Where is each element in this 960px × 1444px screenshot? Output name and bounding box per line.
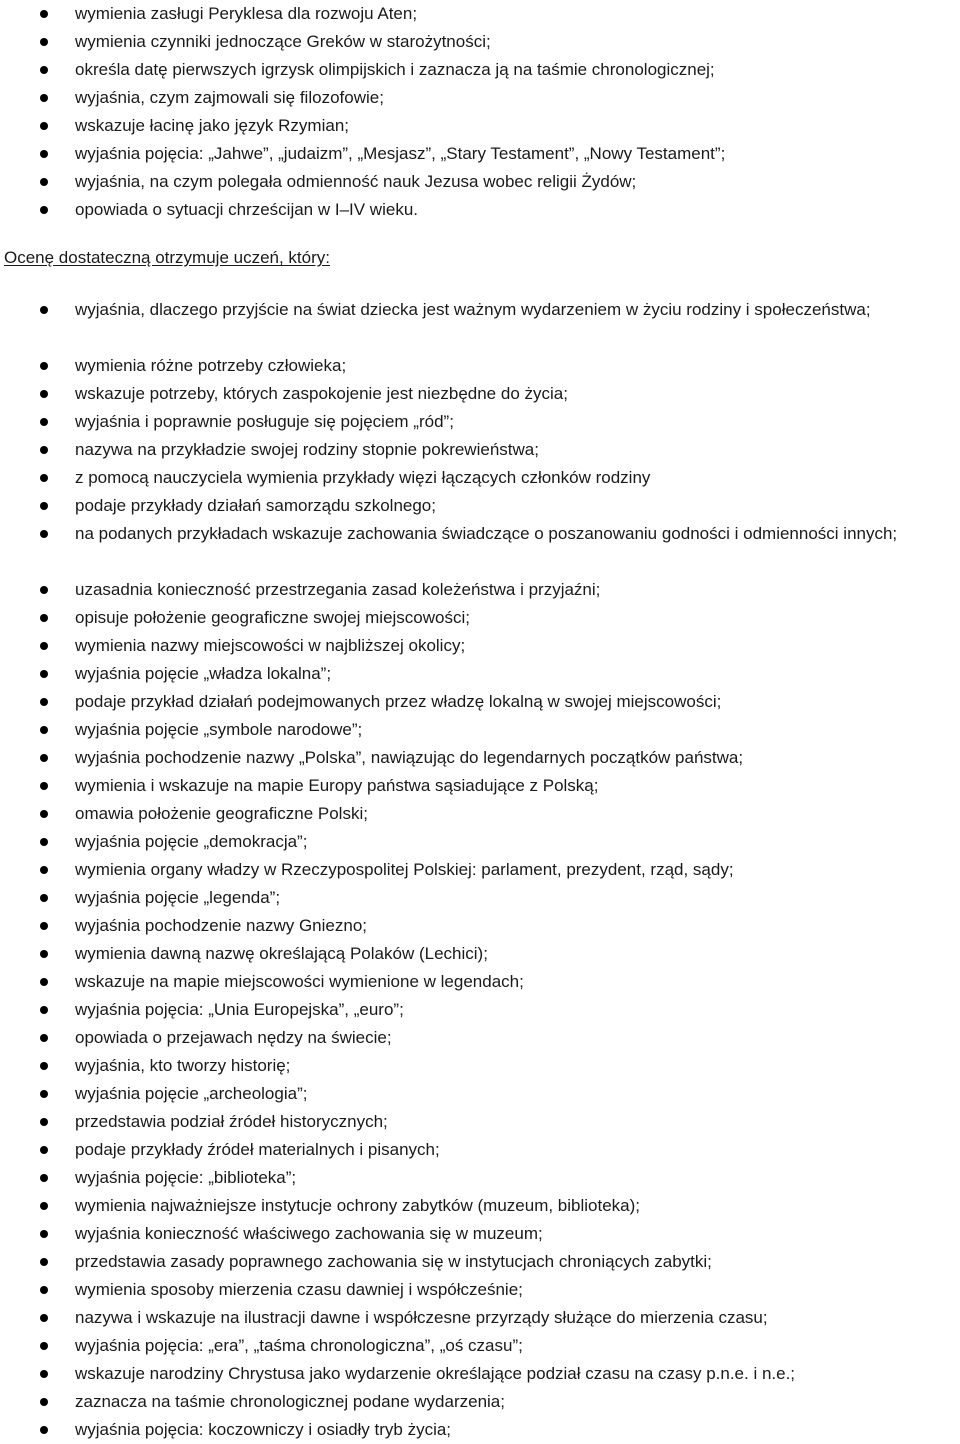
list-item-text: wskazuje potrzeby, których zaspokojenie jest niezbędne do życia;: [75, 384, 568, 403]
list-item: [0, 296, 960, 352]
bullet-icon: [40, 1426, 48, 1434]
bullet-icon: [40, 1062, 48, 1070]
list-item-text: wyjaśnia pojęcia: „Jahwe”, „judaizm”, „Mesjasz”, „Stary Testament”, „Nowy Testament”;: [75, 144, 726, 163]
list-item-text: wymienia najważniejsze instytucje ochrony zabytków (muzeum, biblioteka);: [75, 1196, 641, 1215]
bullet-icon: [40, 586, 48, 594]
list-item-text: wymienia i wskazuje na mapie Europy państwa sąsiadujące z Polską;: [75, 776, 599, 795]
bullet-icon: [40, 1342, 48, 1350]
bullet-icon: [40, 782, 48, 790]
list-item: [0, 196, 960, 224]
list-item-text: wymienia różne potrzeby człowieka;: [75, 356, 347, 375]
list-item-text: wskazuje łacinę jako język Rzymian;: [75, 116, 349, 135]
list-item: [0, 1304, 960, 1332]
list-item-text: wyjaśnia pojęcie „demokracja”;: [75, 832, 308, 851]
bullet-icon: [40, 502, 48, 510]
list-item-text: wymienia nazwy miejscowości w najbliższej okolicy;: [75, 636, 466, 655]
list-item: [0, 408, 960, 436]
list-item: [0, 1388, 960, 1416]
bullet-icon: [40, 38, 48, 46]
bullet-icon: [40, 418, 48, 426]
list-item-text: wymienia sposoby mierzenia czasu dawniej i współcześnie;: [75, 1280, 523, 1299]
bullet-icon: [40, 950, 48, 958]
list-item: [0, 1080, 960, 1108]
list-item-text: wyjaśnia pojęcie „legenda”;: [75, 888, 281, 907]
list-item-text: nazywa na przykładzie swojej rodziny stopnie pokrewieństwa;: [75, 440, 539, 459]
list-item: [0, 744, 960, 772]
list-item: [0, 1332, 960, 1360]
list-item: [0, 688, 960, 716]
bullet-icon: [40, 1090, 48, 1098]
list-item-text: wyjaśnia pojęcie „archeologia”;: [75, 1084, 308, 1103]
list-item-text: wyjaśnia pojęcie: „biblioteka”;: [75, 1168, 297, 1187]
list-item: [0, 28, 960, 56]
list-item-text: wyjaśnia i poprawnie posługuje się pojęciem „ród”;: [75, 412, 454, 431]
bullet-icon: [40, 922, 48, 930]
bullet-icon: [40, 978, 48, 986]
bullet-icon: [40, 94, 48, 102]
bullet-icon: [40, 698, 48, 706]
bullet-icon: [40, 614, 48, 622]
list-item: [0, 660, 960, 688]
bullet-icon: [40, 1314, 48, 1322]
list-item-text: opowiada o sytuacji chrześcijan w I–IV wieku.: [75, 200, 418, 219]
list-item-text: omawia położenie geograficzne Polski;: [75, 804, 368, 823]
bullet-icon: [40, 754, 48, 762]
bullet-icon: [40, 1230, 48, 1238]
list-item-text: zaznacza na taśmie chronologicznej podane wydarzenia;: [75, 1392, 505, 1411]
list-item-text: wyjaśnia pojęcia: koczowniczy i osiadły tryb życia;: [75, 1420, 452, 1439]
bullet-icon: [40, 530, 48, 538]
list-item: [0, 56, 960, 84]
list-item-text: wyjaśnia pochodzenie nazwy „Polska”, nawiązując do legendarnych początków państwa;: [75, 748, 744, 767]
list-item: [0, 968, 960, 996]
list-item-text: wyjaśnia, kto tworzy historię;: [75, 1056, 291, 1075]
list-item: [0, 604, 960, 632]
bullet-icon: [40, 1118, 48, 1126]
list-item-text: uzasadnia konieczność przestrzegania zasad koleżeństwa i przyjaźni;: [75, 580, 601, 599]
requirements-list-top: [0, 0, 960, 224]
bullet-icon: [40, 362, 48, 370]
requirements-list-satisfactory: [0, 296, 960, 1444]
list-item-text: wymienia zasługi Peryklesa dla rozwoju Aten;: [75, 4, 418, 23]
list-item-text: opowiada o przejawach nędzy na świecie;: [75, 1028, 392, 1047]
list-item-text: nazywa i wskazuje na ilustracji dawne i współczesne przyrządy służące do mierzenia czasu;: [75, 1308, 768, 1327]
list-item: [0, 492, 960, 520]
list-item-text: przedstawia podział źródeł historycznych;: [75, 1112, 388, 1131]
bullet-icon: [40, 1006, 48, 1014]
list-item: [0, 856, 960, 884]
list-item: [0, 436, 960, 464]
list-item: [0, 1416, 960, 1444]
list-item: [0, 800, 960, 828]
list-item: [0, 1024, 960, 1052]
list-item-text: z pomocą nauczyciela wymienia przykłady więzi łączących członków rodziny: [75, 468, 651, 487]
list-item-text: wskazuje na mapie miejscowości wymienione w legendach;: [75, 972, 524, 991]
list-item: [0, 1248, 960, 1276]
list-item: [0, 380, 960, 408]
bullet-icon: [40, 866, 48, 874]
list-item: [0, 0, 960, 28]
list-item: [0, 464, 960, 492]
list-item-text: określa datę pierwszych igrzysk olimpijskich i zaznacza ją na taśmie chronologicznej;: [75, 60, 715, 79]
bullet-icon: [40, 306, 48, 314]
list-item-text: wyjaśnia konieczność właściwego zachowania się w muzeum;: [75, 1224, 543, 1243]
list-item: [0, 716, 960, 744]
bullet-icon: [40, 1202, 48, 1210]
list-item-text: wyjaśnia pojęcie „symbole narodowe”;: [75, 720, 363, 739]
bullet-icon: [40, 1146, 48, 1154]
list-item-text: wyjaśnia pojęcie „władza lokalna”;: [75, 664, 332, 683]
list-item: [0, 828, 960, 856]
bullet-icon: [40, 726, 48, 734]
list-item: [0, 772, 960, 800]
bullet-icon: [40, 390, 48, 398]
list-item: [0, 1136, 960, 1164]
list-item: [0, 520, 960, 576]
bullet-icon: [40, 150, 48, 158]
bullet-icon: [40, 446, 48, 454]
list-item: [0, 1192, 960, 1220]
list-item-text: wymienia organy władzy w Rzeczypospolitej Polskiej: parlament, prezydent, rząd, sądy;: [75, 860, 734, 879]
list-item: [0, 576, 960, 604]
bullet-icon: [40, 1370, 48, 1378]
list-item: [0, 168, 960, 196]
bullet-icon: [40, 10, 48, 18]
bullet-icon: [40, 1398, 48, 1406]
bullet-icon: [40, 122, 48, 130]
list-item-text: podaje przykład działań podejmowanych przez władzę lokalną w swojej miejscowości;: [75, 692, 722, 711]
bullet-icon: [40, 66, 48, 74]
list-item: [0, 1276, 960, 1304]
grade-heading: Ocenę dostateczną otrzymuje uczeń, który:: [4, 248, 330, 267]
list-item: [0, 352, 960, 380]
list-item: [0, 912, 960, 940]
list-item: [0, 1360, 960, 1388]
list-item-text: wyjaśnia, dlaczego przyjście na świat dziecka jest ważnym wydarzeniem w życiu rodziny i społeczeństwa;: [75, 300, 871, 319]
bullet-icon: [40, 1174, 48, 1182]
bullet-icon: [40, 894, 48, 902]
list-item: [0, 1220, 960, 1248]
bullet-icon: [40, 810, 48, 818]
list-item-text: wyjaśnia pochodzenie nazwy Gniezno;: [75, 916, 368, 935]
bullet-icon: [40, 838, 48, 846]
list-item-text: wyjaśnia pojęcia: „Unia Europejska”, „euro”;: [75, 1000, 404, 1019]
bullet-icon: [40, 670, 48, 678]
list-item: [0, 140, 960, 168]
list-item: [0, 632, 960, 660]
list-item-text: wymienia dawną nazwę określającą Polaków (Lechici);: [75, 944, 488, 963]
bullet-icon: [40, 178, 48, 186]
list-item-text: wyjaśnia pojęcia: „era”, „taśma chronologiczna”, „oś czasu”;: [75, 1336, 523, 1355]
list-item-text: podaje przykłady źródeł materialnych i pisanych;: [75, 1140, 440, 1159]
list-item: [0, 112, 960, 140]
bullet-icon: [40, 1034, 48, 1042]
bullet-icon: [40, 1258, 48, 1266]
list-item: [0, 1052, 960, 1080]
list-item: [0, 84, 960, 112]
bullet-icon: [40, 474, 48, 482]
list-item-text: wskazuje narodziny Chrystusa jako wydarzenie określające podział czasu na czasy p.n.e. i n.e.;: [75, 1364, 796, 1383]
list-item: [0, 996, 960, 1024]
list-item: [0, 1108, 960, 1136]
list-item-text: opisuje położenie geograficzne swojej miejscowości;: [75, 608, 470, 627]
list-item-text: podaje przykłady działań samorządu szkolnego;: [75, 496, 436, 515]
list-item: [0, 1164, 960, 1192]
list-item-text: wyjaśnia, na czym polegała odmienność nauk Jezusa wobec religii Żydów;: [75, 172, 637, 191]
list-item-text: wymienia czynniki jednoczące Greków w starożytności;: [75, 32, 491, 51]
list-item: [0, 884, 960, 912]
list-item: [0, 940, 960, 968]
bullet-icon: [40, 206, 48, 214]
bullet-icon: [40, 1286, 48, 1294]
list-item-text: przedstawia zasady poprawnego zachowania się w instytucjach chroniących zabytki;: [75, 1252, 712, 1271]
bullet-icon: [40, 642, 48, 650]
list-item-text: wyjaśnia, czym zajmowali się filozofowie;: [75, 88, 384, 107]
list-item-text: na podanych przykładach wskazuje zachowania świadczące o poszanowaniu godności i odmienności innych;: [75, 524, 898, 543]
